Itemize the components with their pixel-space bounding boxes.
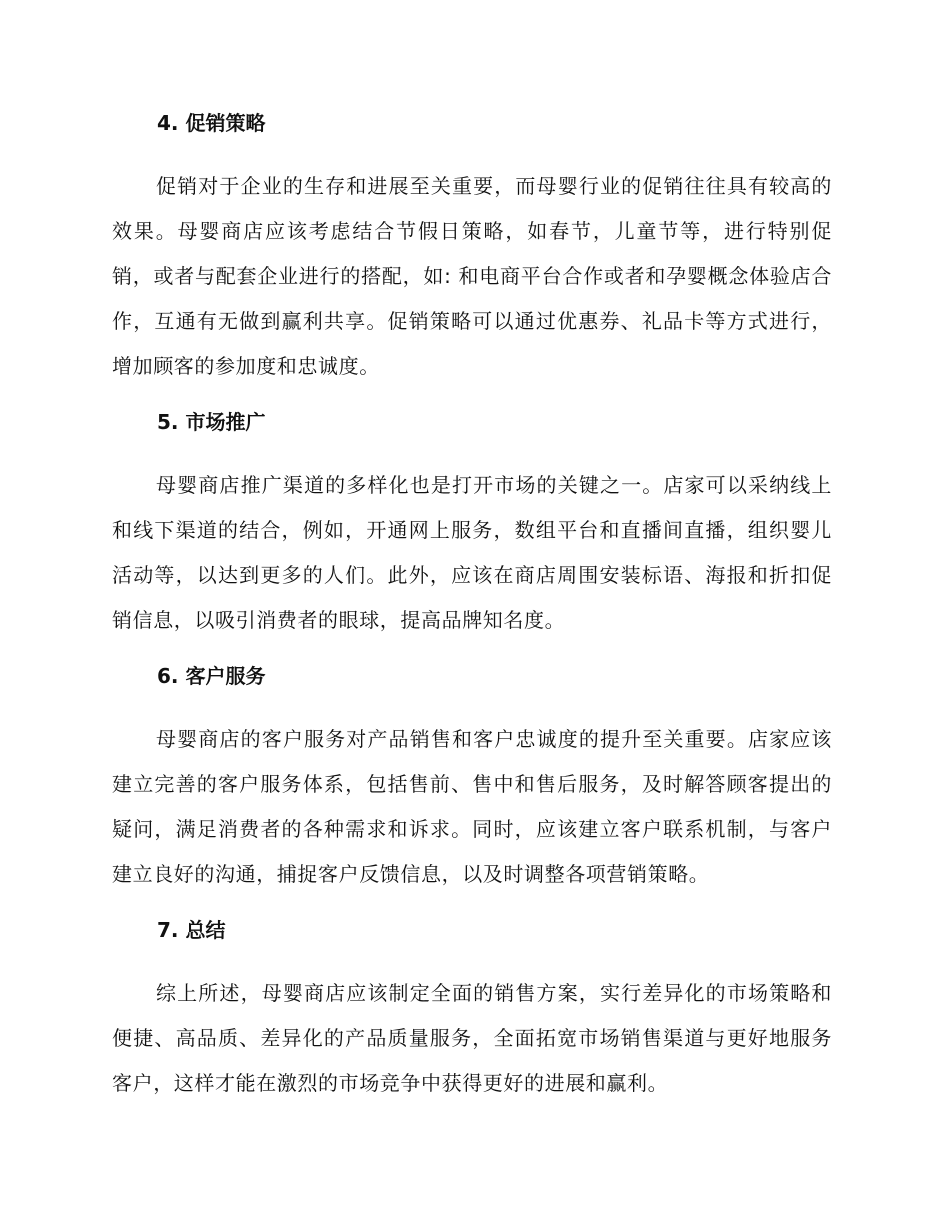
section-summary [112, 915, 832, 1106]
section-paragraph: 综上所述，母婴商店应该制定全面的销售方案，实行差异化的市场策略和便捷、高品质、差异化的产品质量服务，全面拓宽市场销售渠道与更好地服务客户，这样才能在激烈的市场竞争中获得更好的进展和赢利。 [112, 981, 832, 1095]
section-heading: 5. 市场推广 [157, 410, 266, 434]
document-body [112, 108, 832, 1124]
section-heading: 4. 促销策略 [157, 111, 266, 135]
section-market-promotion [112, 407, 832, 643]
section-promotion-strategy [112, 108, 832, 389]
section-paragraph: 促销对于企业的生存和进展至关重要，而母婴行业的促销往往具有较高的效果。母婴商店应该考虑结合节假日策略，如春节，儿童节等，进行特别促销，或者与配套企业进行的搭配，如: 和电商平台合作或者和孕婴概念体验店合作，互通有无做到赢利共享。促销策略可以通过优惠券、礼品卡等方式进行，增加顾客的参加度和忠诚度。 [112, 174, 832, 378]
section-customer-service [112, 661, 832, 897]
section-paragraph: 母婴商店推广渠道的多样化也是打开市场的关键之一。店家可以采纳线上和线下渠道的结合，例如，开通网上服务，数组平台和直播间直播，组织婴儿活动等，以达到更多的人们。此外，应该在商店周围安装标语、海报和折扣促销信息，以吸引消费者的眼球，提高品牌知名度。 [112, 473, 832, 632]
section-paragraph: 母婴商店的客户服务对产品销售和客户忠诚度的提升至关重要。店家应该建立完善的客户服务体系，包括售前、售中和售后服务，及时解答顾客提出的疑问，满足消费者的各种需求和诉求。同时，应该建立客户联系机制，与客户建立良好的沟通，捕捉客户反馈信息，以及时调整各项营销策略。 [112, 727, 832, 886]
section-heading: 7. 总结 [157, 918, 226, 942]
section-heading: 6. 客户服务 [157, 664, 266, 688]
